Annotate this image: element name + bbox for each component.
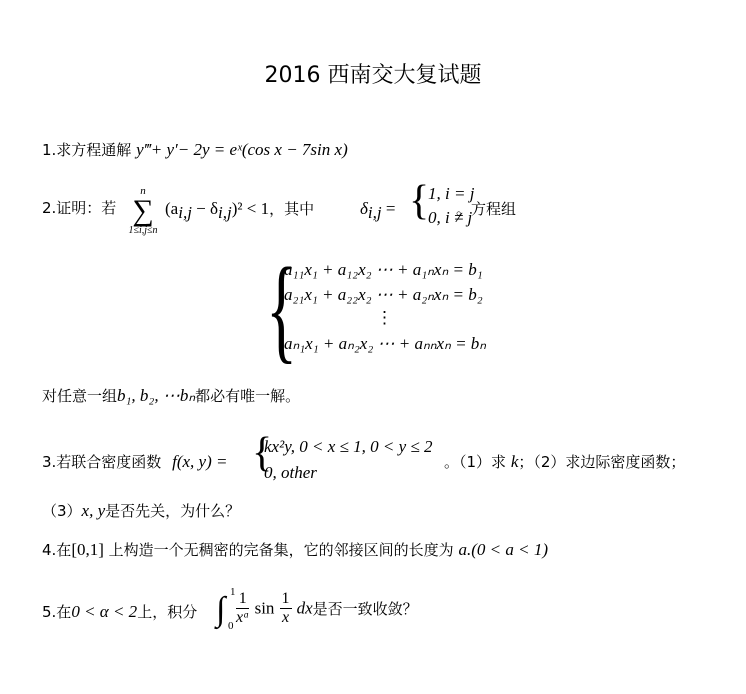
q5-integrand <box>236 590 418 627</box>
sum-end: )² < 1 <box>231 199 270 218</box>
q1-label: 1.求方程通解 <box>42 141 137 159</box>
q5-integral <box>216 590 225 630</box>
q4-interval: [0,1] <box>71 540 104 559</box>
q5-suffix: 是否一致收敛？ <box>312 600 418 618</box>
fraction-2-num: 1 <box>281 590 290 607</box>
question-3 <box>42 452 227 472</box>
delta-sub: i,j <box>367 203 382 222</box>
sum-delta-sub: i,j <box>218 203 232 222</box>
sum-a: (a <box>165 199 179 218</box>
system-row-n: aₙ₁x₁ + aₙ₂x₂ ⋯ + aₙₙxₙ = bₙ <box>284 334 487 353</box>
q2-tail <box>42 386 300 406</box>
q4-prefix: 4.在 <box>42 541 72 559</box>
equation-system <box>284 257 486 359</box>
q2-sum-body <box>165 199 314 223</box>
tail-math: b₁, b₂, ⋯bₙ <box>117 386 196 405</box>
question-2 <box>42 198 116 218</box>
left-brace-icon: { <box>409 178 430 224</box>
question-1 <box>42 140 348 160</box>
sin-func: sin <box>254 598 275 618</box>
q3-line-2 <box>42 501 240 521</box>
q3-line2-post: 是否先关，为什么？ <box>105 502 241 520</box>
q3-suffix2: ；（2）求边际密度函数； <box>518 453 686 471</box>
q5-prefix: 5.在 <box>42 603 72 621</box>
fraction-1 <box>236 590 249 627</box>
fraction-1-den: xᵅ <box>236 609 250 626</box>
q5-cond: 0 < α < 2 <box>71 602 138 621</box>
case-2: 0, i ≠ j <box>428 208 473 227</box>
question-4 <box>42 540 548 560</box>
question-5 <box>42 602 197 622</box>
left-brace-icon: { <box>252 430 273 476</box>
delta-eq: = <box>381 199 396 218</box>
q4-cond: a.(0 < a < 1) <box>458 540 548 559</box>
q1-equation: y‴+ y′− 2y = eˣ(cos x − 7sin x) <box>136 140 348 159</box>
tail-pre: 对任意一组 <box>42 387 118 405</box>
q5-mid: 上，积分 <box>137 603 198 621</box>
q3-line2-pre: （3） <box>42 502 82 520</box>
integral-lower: 0 <box>228 620 234 632</box>
fraction-1-num: 1 <box>236 590 249 609</box>
system-brace-icon: { <box>266 243 298 374</box>
q2-summation <box>123 186 163 237</box>
integral-upper: 1 <box>230 586 236 598</box>
dx: dx <box>296 598 313 618</box>
q2-brace <box>409 180 429 222</box>
q3-suffix1: 。（1）求 <box>444 453 507 471</box>
system-row-dots: ⋮ <box>376 308 393 327</box>
tail-post: 都必有唯一解。 <box>195 387 301 405</box>
case-1: 1, i = j <box>428 184 475 203</box>
sum-a-sub: i,j <box>178 203 192 222</box>
q2-suffix: 。方程组 <box>456 200 517 218</box>
sum-lower: 1≤i,j≤n <box>128 225 158 236</box>
q2-mid: ，其中 <box>269 200 315 218</box>
sigma-icon: ∑ <box>132 194 154 227</box>
integral-icon: ∫ <box>216 591 226 628</box>
delta-symbol: δ <box>360 199 368 218</box>
q3-case-1: kx²y, 0 < x ≤ 1, 0 < y ≤ 2 <box>264 437 433 456</box>
q3-prefix: 3.若联合密度函数 <box>42 453 162 471</box>
sum-upper: n <box>140 185 146 197</box>
q2-delta-def <box>360 199 395 223</box>
system-row-2: a₂₁x₁ + a₂₂x₂ ⋯ + a₂ₙxₙ = b₂ <box>284 285 483 304</box>
q3-case-2: 0, other <box>264 463 317 482</box>
fraction-2 <box>280 590 292 627</box>
page-title: 2016 西南交大复试题 <box>264 63 482 88</box>
q3-line2-math: x, y <box>81 501 106 520</box>
sum-delta: − δ <box>191 199 219 218</box>
q3-f: f(x, y) = <box>172 452 228 471</box>
q3-cases <box>264 434 433 486</box>
q3-k: k <box>510 452 519 471</box>
fraction-2-den: x <box>281 609 290 626</box>
system-row-1: a₁₁x₁ + a₁₂x₂ ⋯ + a₁ₙxₙ = b₁ <box>284 260 483 279</box>
q4-mid: 上构造一个无稠密的完备集，它的邻接区间的长度为 <box>108 541 454 559</box>
q3-suffix <box>444 452 685 472</box>
q2-prefix: 2.证明：若 <box>42 199 117 217</box>
